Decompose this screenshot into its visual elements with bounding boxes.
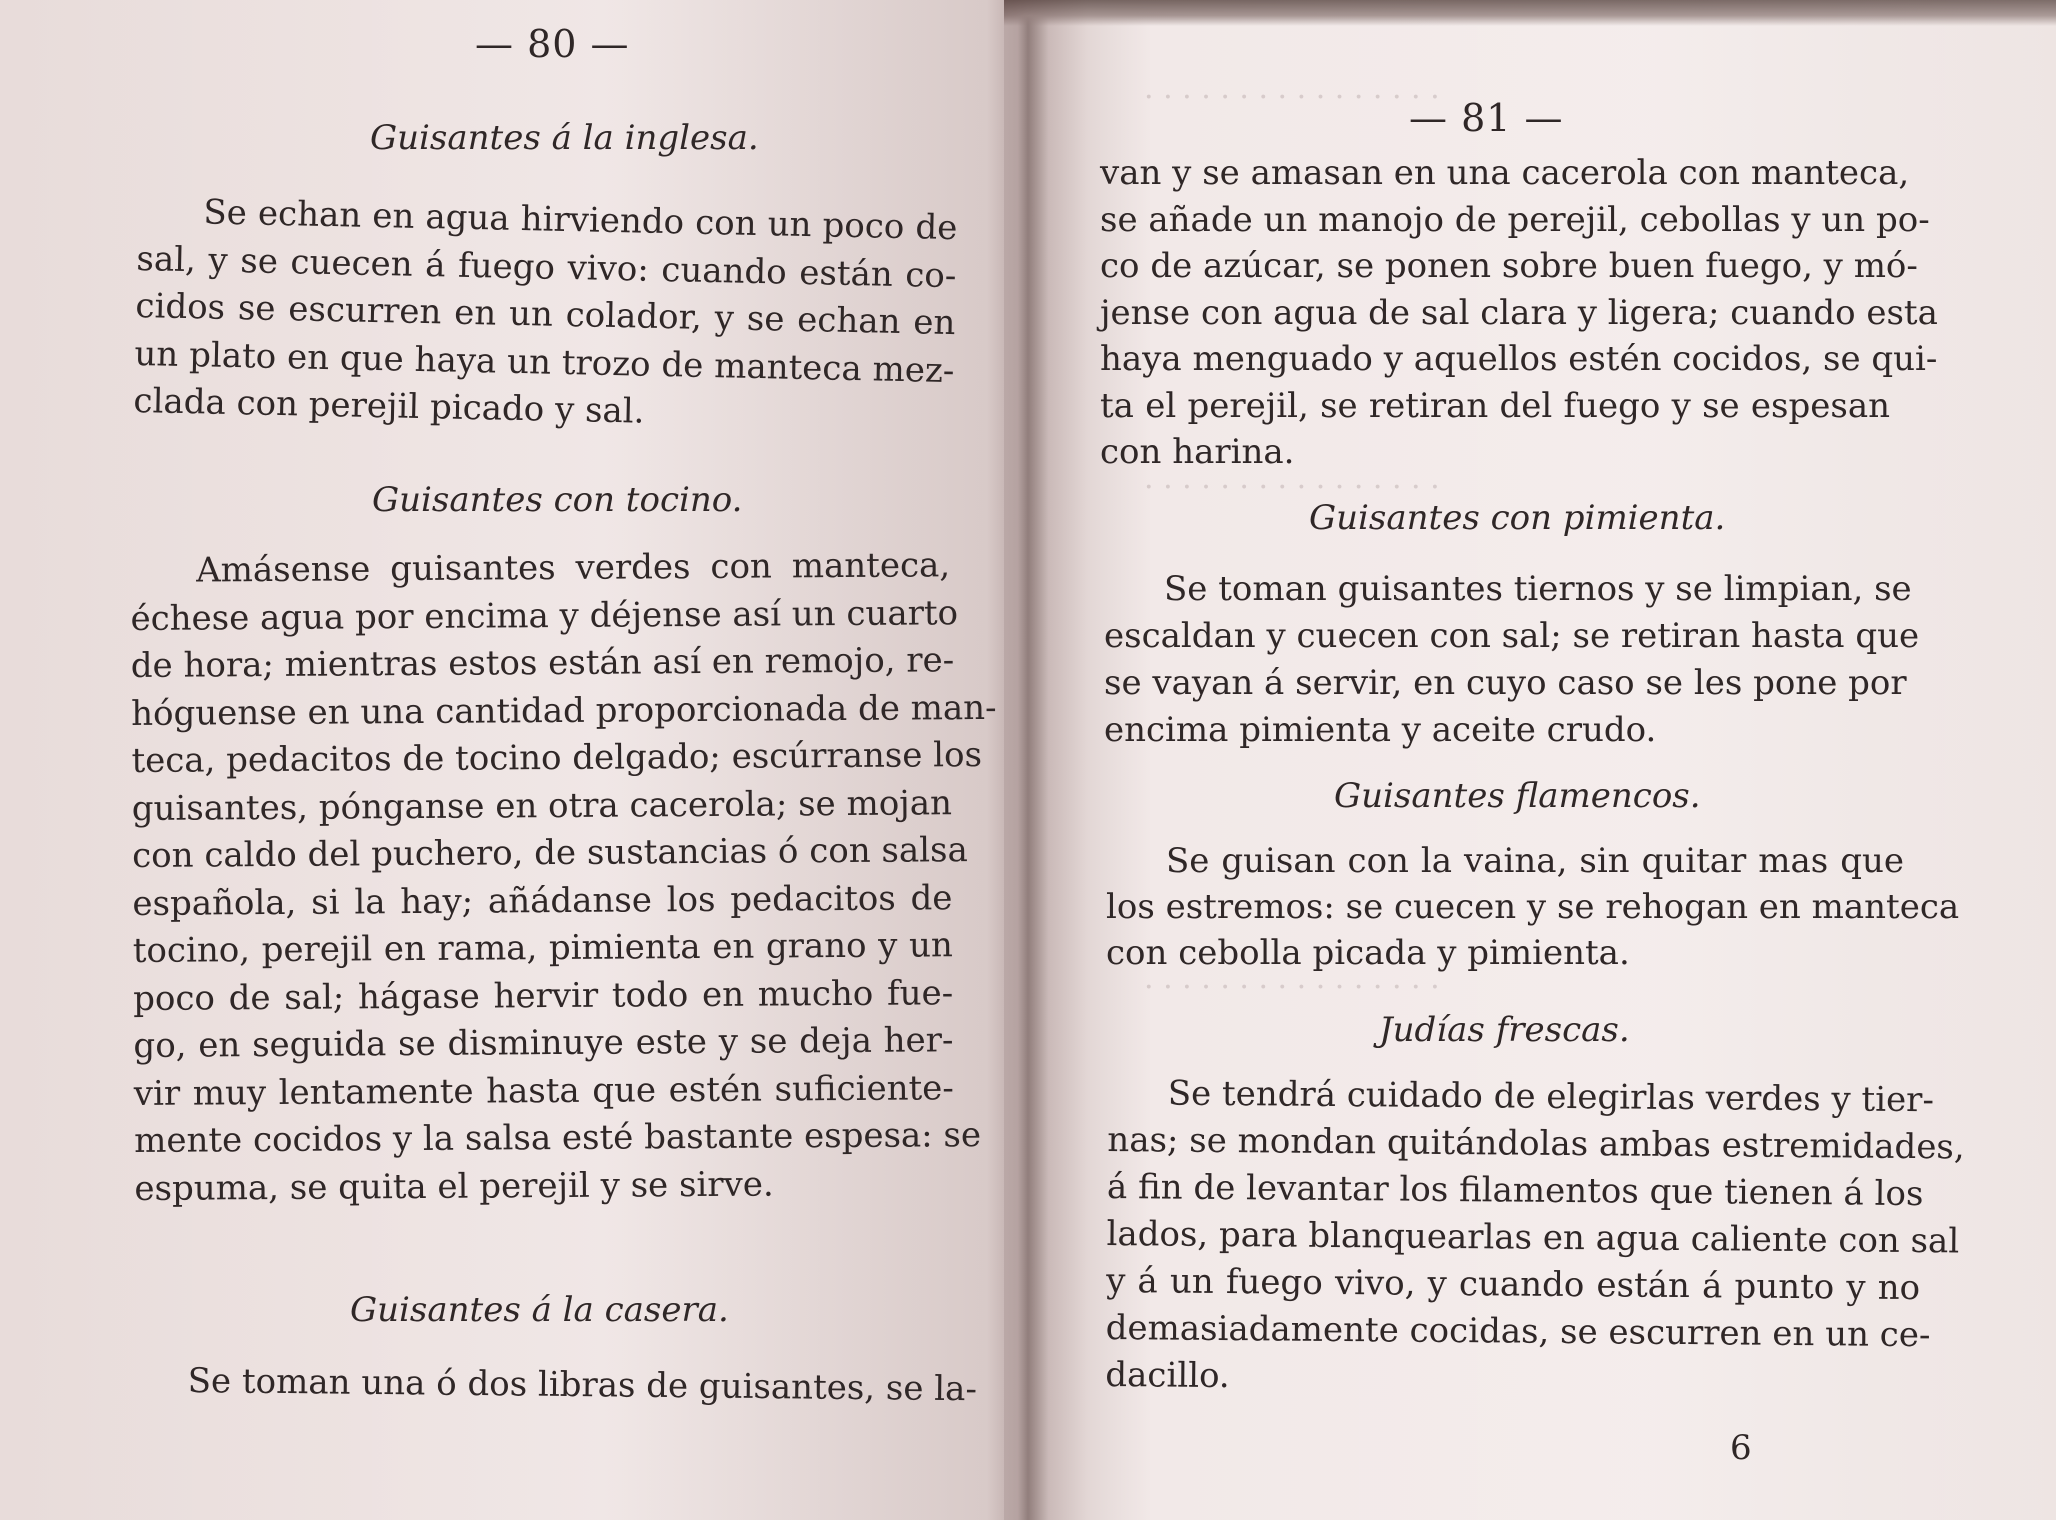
text-line: Se guisan con la vaina, sin quitar mas que xyxy=(1166,841,1904,881)
text-line: jense con agua de sal clara y ligera; cuando esta xyxy=(1100,292,1938,333)
text-line: de hora; mientras estos están así en remojo, re- xyxy=(130,640,955,686)
text-line: échese agua por encima y déjense así un cuarto xyxy=(130,592,959,639)
text-line: nas; se mondan quitándolas ambas estremidades, xyxy=(1107,1119,1965,1168)
recipe-paragraph xyxy=(130,542,997,1213)
text-line: tocino, perejil en rama, pimienta en grano y un xyxy=(132,925,953,971)
text-line: á fin de levantar los filamentos que tienen á los xyxy=(1106,1166,1924,1215)
text-line: Se toman guisantes tiernos y se limpian, se xyxy=(1164,569,1912,609)
text-line: Se toman una ó dos libras de guisantes, se la- xyxy=(187,1360,978,1410)
recipe-paragraph xyxy=(1105,1070,1965,1406)
show-through-text: · · · · · · · · · · · · · · · · xyxy=(1144,470,1440,505)
text-line: se añade un manojo de perejil, cebollas y un po- xyxy=(1100,199,1930,240)
recipe-heading: Guisantes con pimienta. xyxy=(1309,498,1726,538)
recipe-paragraph xyxy=(1104,566,1920,754)
text-line: se vayan á servir, en cuyo caso se les pone por xyxy=(1104,663,1907,703)
text-line: con caldo del puchero, de sustancias ó con salsa xyxy=(132,830,968,876)
text-line: mente cocidos y la salsa esté bastante espesa: se xyxy=(134,1115,982,1161)
text-line: Amásense guisantes verdes con manteca, xyxy=(196,545,951,591)
text-line: co de azúcar, se ponen sobre buen fuego, y mó- xyxy=(1100,246,1918,286)
text-line: ta el perejil, se retiran del fuego y se espesan xyxy=(1100,385,1890,426)
signature-mark: 6 xyxy=(1730,1428,1752,1468)
text-line: Se echan en agua hirviendo con un poco de xyxy=(203,192,958,249)
left-page xyxy=(0,0,1004,1520)
text-line: encima pimienta y aceite crudo. xyxy=(1104,710,1657,750)
text-line: con cebolla picada y pimienta. xyxy=(1106,933,1630,973)
recipe-heading: Guisantes á la casera. xyxy=(350,1290,729,1330)
text-line: Se tendrá cuidado de elegirlas verdes y tier- xyxy=(1167,1073,1935,1121)
recipe-heading: Guisantes á la inglesa. xyxy=(370,118,759,158)
page-number-right: — 81 — xyxy=(1409,96,1564,140)
text-line: espuma, se quita el perejil y se sirve. xyxy=(134,1164,774,1209)
text-line: un plato en que haya un trozo de manteca mez- xyxy=(134,333,955,391)
text-line: van y se amasan en una cacerola con manteca, xyxy=(1100,153,1910,193)
text-line: lados, para blanquearlas en agua caliente con sal xyxy=(1106,1213,1960,1262)
text-line: hóguense en una cantidad proporcionada de man- xyxy=(131,687,997,734)
text-line: poco de sal; hágase hervir todo en mucho fue- xyxy=(133,972,954,1019)
show-through-text: · · · · · · · · · · · · · · · · xyxy=(1144,970,1440,1005)
recipe-heading: Guisantes con tocino. xyxy=(372,480,743,520)
text-line: clada con perejil picado y sal. xyxy=(133,380,645,432)
recipe-paragraph xyxy=(1106,838,1960,976)
text-line: demasiadamente cocidas, se escurren en un ce- xyxy=(1105,1307,1931,1356)
text-line: sal, y se cuecen á fuego vivo: cuando están co- xyxy=(136,238,957,296)
recipe-paragraph xyxy=(133,188,958,443)
text-line: haya menguado y aquellos estén cocidos, se qui- xyxy=(1100,339,1938,379)
recipe-paragraph xyxy=(1100,150,1938,476)
show-through-text: · · · · · · · · · · · · · · · · xyxy=(1144,80,1440,115)
text-line: los estremos: se cuecen y se rehogan en manteca xyxy=(1106,887,1960,927)
recipe-heading: Guisantes flamencos. xyxy=(1334,776,1701,816)
right-page xyxy=(1004,0,2056,1520)
text-line: go, en seguida se disminuye este y se deja her- xyxy=(133,1020,954,1066)
recipe-heading: Judías frescas. xyxy=(1379,1010,1630,1050)
text-line: guisantes, pónganse en otra cacerola; se mojan xyxy=(131,782,953,829)
recipe-paragraph xyxy=(187,1358,978,1413)
page-number-left: — 80 — xyxy=(475,22,630,66)
text-line: vir muy lentamente hasta que estén suficiente- xyxy=(133,1067,954,1114)
text-line: dacillo. xyxy=(1105,1354,1230,1397)
text-line: y á un fuego vivo, y cuando están á punto y no xyxy=(1105,1260,1921,1309)
text-line: española, si la hay; añádanse los pedacitos de xyxy=(132,877,953,924)
text-line: cidos se escurren en un colador, y se echan en xyxy=(135,285,956,344)
text-line: teca, pedacitos de tocino delgado; escúrranse los xyxy=(131,735,983,781)
text-line: con harina. xyxy=(1100,432,1295,472)
text-line: escaldan y cuecen con sal; se retiran hasta que xyxy=(1104,616,1920,656)
